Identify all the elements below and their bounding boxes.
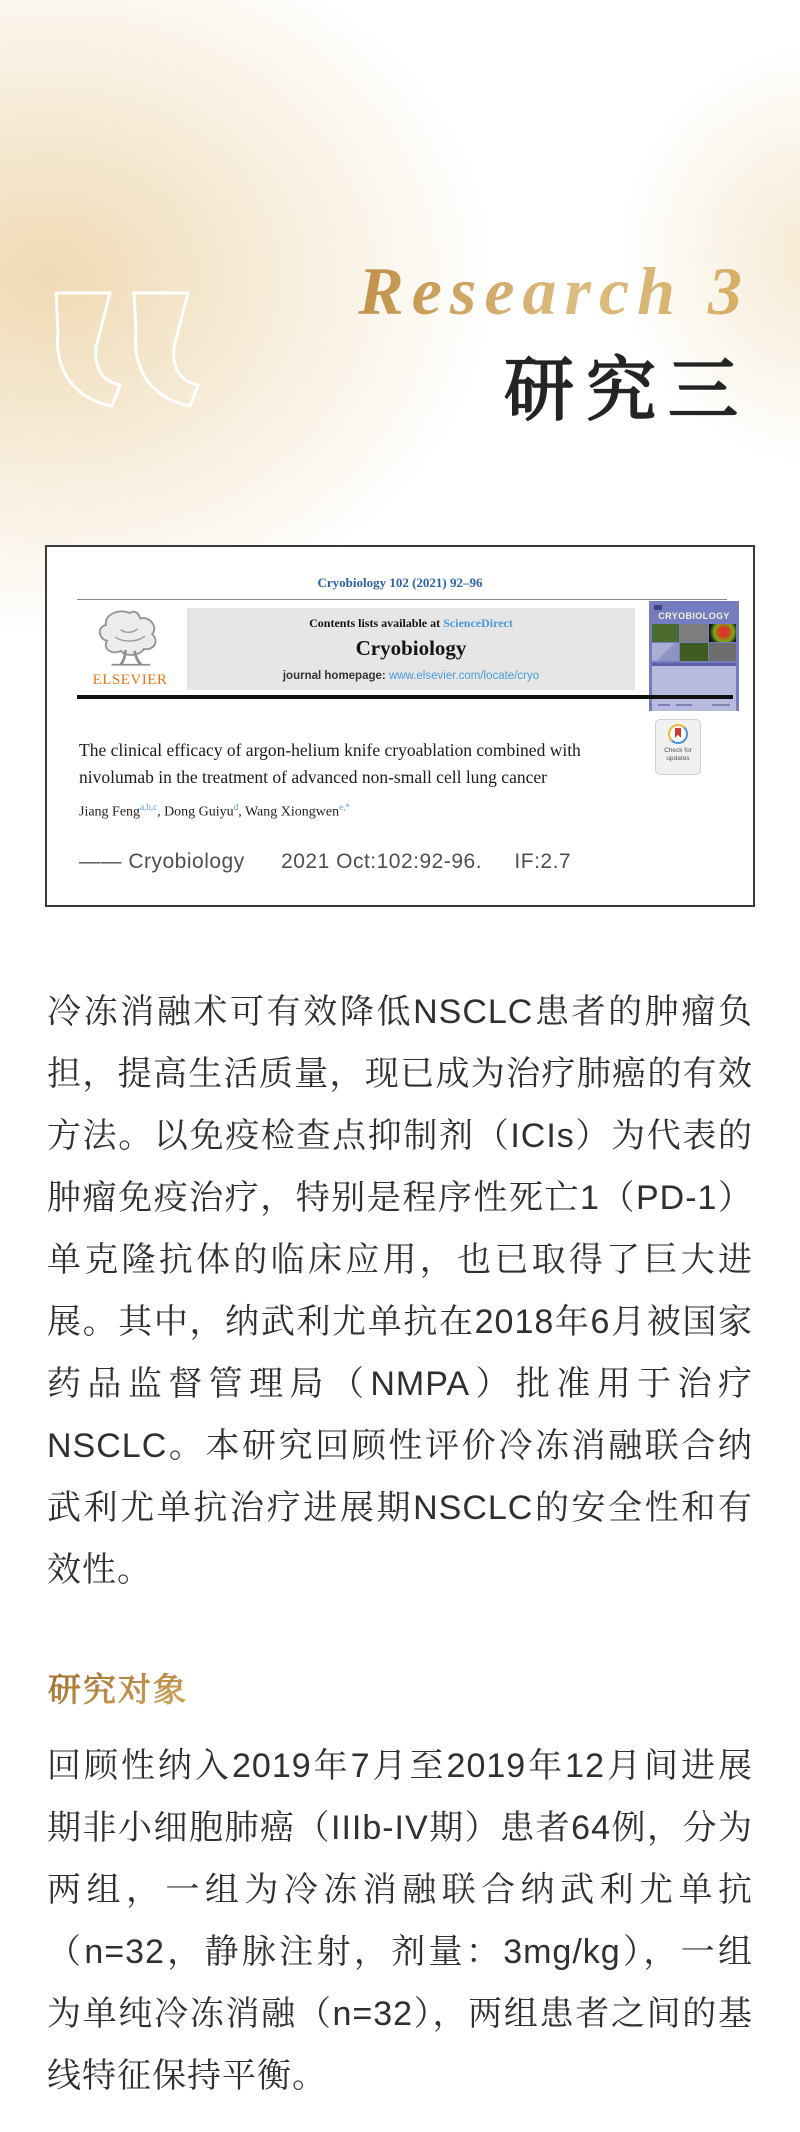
bookmark-icon [675, 728, 681, 738]
contents-line [187, 616, 635, 631]
intro-paragraph: 冷冻消融术可有效降低NSCLC患者的肿瘤负担，提高生活质量，现已成为治疗肺癌的有效方法。以免疫检查点抑制剂（ICIs）为代表的肿瘤免疫治疗，特别是程序性死亡1（PD-1）单克隆抗体的临床应用，也已取得了巨大进展。其中，纳武利尤单抗在2018年6月被国家药品监督管理局（NMPA）批准用于治疗NSCLC。本研究回顾性评价冷冻消融联合纳武利尤单抗治疗进展期NSCLC的安全性和有效性。 [47, 993, 753, 1589]
citation-date: 2021 Oct:102:92-96. [281, 850, 483, 873]
sciencedirect-link[interactable]: ScienceDirect [443, 616, 513, 630]
citation-line [79, 850, 571, 874]
badge-text: Check for updates [664, 747, 692, 762]
author-separator: , [238, 804, 245, 820]
article-title: The clinical efficacy of argon-helium knife cryoablation combined with nivolumab in the treatment of advanced non-small cell lung cancer [79, 740, 581, 787]
citation-journal: Cryobiology [128, 850, 245, 873]
author-separator: , [157, 804, 165, 820]
author-1-affiliations: a,b,c [140, 802, 158, 812]
author-1: Jiang Feng [79, 804, 141, 820]
author-3-affiliations: e,* [339, 802, 350, 812]
homepage-line [187, 670, 635, 682]
impact-factor: IF:2.7 [514, 850, 572, 873]
journal-article-card [45, 545, 755, 907]
homepage-link[interactable]: www.elsevier.com/locate/cryo [388, 670, 540, 682]
cover-image-grid [652, 624, 736, 661]
author-line [79, 802, 350, 821]
elsevier-tree-icon [93, 607, 167, 667]
update-ring-icon [668, 724, 688, 744]
divider-thick [77, 695, 733, 699]
elsevier-logo [77, 607, 183, 689]
hero-chinese-title: 研究三 [504, 353, 750, 430]
author-3: Wang Xiongwen [244, 804, 340, 820]
section-heading-research-subjects: 研究对象 [48, 1664, 188, 1711]
cover-topmark [654, 605, 662, 610]
publication-info: Cryobiology 102 (2021) 92–96 [317, 575, 483, 590]
elsevier-wordmark: ELSEVIER [92, 672, 168, 688]
double-quote-icon [52, 289, 200, 414]
homepage-prefix: journal homepage: [282, 670, 389, 682]
cover-title: CRYOBIOLOGY [658, 611, 730, 621]
cover-lower-area [652, 666, 736, 711]
citation-dash: —— [79, 850, 122, 873]
journal-name: Cryobiology [355, 636, 467, 660]
author-2-affiliations: d [233, 802, 239, 812]
contents-prefix: Contents lists available at [309, 616, 444, 630]
hero-english-title: Research 3 [358, 253, 750, 329]
author-2: Dong Guiyu [164, 804, 234, 820]
divider-thin [77, 599, 727, 600]
check-for-updates-badge[interactable] [655, 719, 701, 775]
journal-banner [187, 608, 635, 690]
subjects-paragraph: 回顾性纳入2019年7月至2019年12月间进展期非小细胞肺癌（IIIb-IV期）患者64例，分为两组，一组为冷冻消融联合纳武利尤单抗（n=32，静脉注射，剂量：3mg/kg），一组为单纯冷冻消融（n=32），两组患者之间的基线特征保持平衡。 [47, 1747, 753, 2095]
